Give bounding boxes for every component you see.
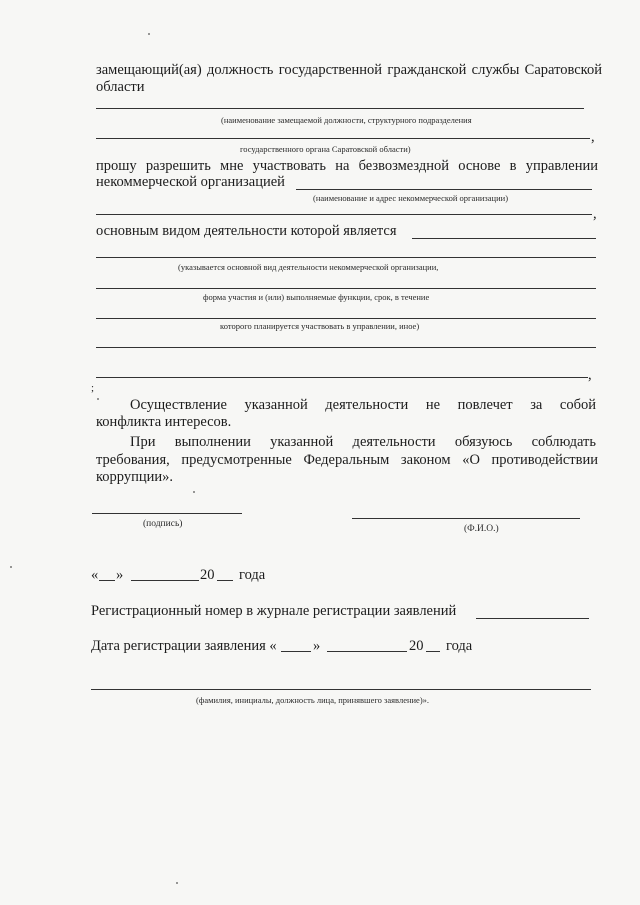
date-year: 20 bbox=[200, 567, 215, 583]
paragraph-obligation: При выполнении указанной деятельности обязуюсь соблюдать bbox=[130, 434, 596, 450]
caption-form: форма участия и (или) выполняемые функции, срок, в течение bbox=[203, 292, 430, 302]
caption-period: которого планируется участвовать в управлении, иное) bbox=[220, 321, 420, 331]
text-line-activity: основным видом деятельности которой является bbox=[96, 223, 397, 239]
date-open-quote: « bbox=[91, 567, 99, 583]
text-line-nko: некоммерческой организацией bbox=[96, 174, 285, 190]
scan-speck bbox=[97, 398, 99, 400]
date-year-line bbox=[217, 580, 233, 581]
reg-number-label: Регистрационный номер в журнале регистрации заявлений bbox=[91, 603, 457, 619]
reg-day-line bbox=[281, 651, 311, 652]
fill-line bbox=[96, 214, 592, 215]
receiver-caption: (фамилия, инициалы, должность лица, принявшего заявление)». bbox=[196, 695, 430, 705]
paragraph-conflict: Осуществление указанной деятельности не повлечет за собой bbox=[130, 397, 596, 413]
fill-line bbox=[296, 189, 592, 190]
date-month-line bbox=[131, 580, 199, 581]
text-line-region: области bbox=[96, 79, 145, 95]
reg-number-line bbox=[476, 618, 589, 619]
fio-line bbox=[352, 518, 580, 519]
fill-line bbox=[412, 238, 596, 239]
text-line-request: прошу разрешить мне участвовать на безвозмездной основе в управлении bbox=[96, 158, 598, 174]
fill-line bbox=[96, 377, 588, 378]
paragraph-obligation-line2: требования, предусмотренные Федеральным законом «О противодействии bbox=[96, 452, 598, 468]
signature-line bbox=[92, 513, 242, 514]
reg-month-line bbox=[327, 651, 407, 652]
comma-mark: , bbox=[588, 367, 592, 383]
text-line-position: замещающий(ая) должность государственной гражданской службы Саратовской bbox=[96, 62, 602, 78]
fill-line bbox=[96, 257, 596, 258]
reg-year: 20 bbox=[409, 638, 424, 654]
caption-activity: (указывается основной вид деятельности некоммерческой организации, bbox=[178, 262, 439, 272]
fill-line bbox=[96, 347, 596, 348]
reg-date-label: Дата регистрации заявления « bbox=[91, 638, 277, 654]
caption-organ: государственного органа Саратовской области) bbox=[240, 144, 411, 154]
date-day-line bbox=[99, 580, 115, 581]
caption-nko: (наименование и адрес некоммерческой организации) bbox=[313, 193, 509, 203]
receiver-line bbox=[91, 689, 591, 690]
comma-mark: , bbox=[591, 129, 595, 145]
date-close-quote: » bbox=[116, 567, 124, 583]
fill-line bbox=[96, 318, 596, 319]
semicolon-mark: ; bbox=[91, 382, 95, 394]
reg-date-close-quote: » bbox=[313, 638, 321, 654]
fill-line bbox=[96, 288, 596, 289]
scan-speck bbox=[193, 491, 195, 493]
signature-caption: (подпись) bbox=[143, 519, 183, 529]
scan-speck bbox=[148, 33, 150, 35]
paragraph-conflict-end: конфликта интересов. bbox=[96, 414, 232, 430]
comma-mark: , bbox=[593, 206, 597, 222]
fio-caption: (Ф.И.О.) bbox=[464, 524, 499, 534]
reg-year-line bbox=[426, 651, 440, 652]
paragraph-obligation-end: коррупции». bbox=[96, 469, 174, 485]
reg-word: года bbox=[446, 638, 473, 654]
date-word: года bbox=[239, 567, 266, 583]
caption-position: (наименование замещаемой должности, структурного подразделения bbox=[221, 115, 472, 125]
scan-speck bbox=[176, 882, 178, 884]
scan-speck bbox=[10, 566, 12, 568]
fill-line bbox=[96, 138, 590, 139]
fill-line bbox=[96, 108, 584, 109]
